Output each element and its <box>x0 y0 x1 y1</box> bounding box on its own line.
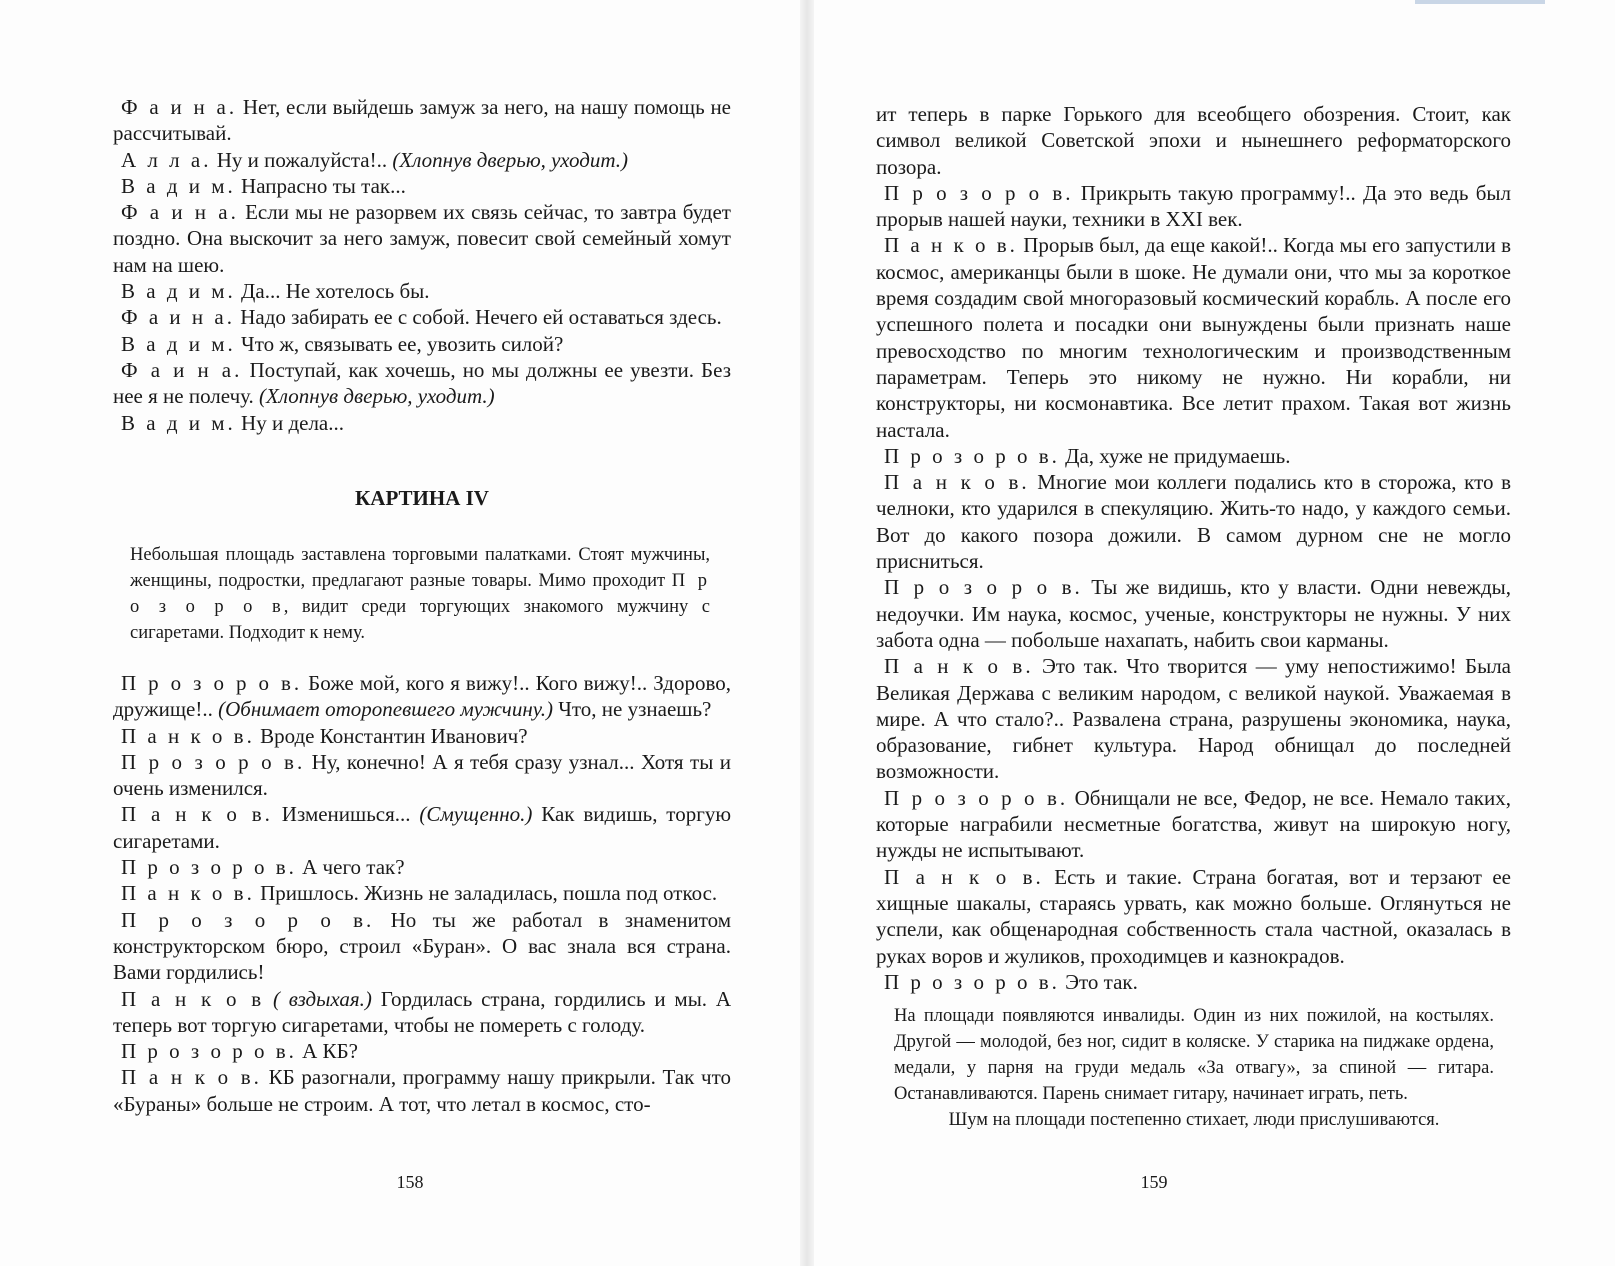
dialogue-line <box>113 1038 731 1064</box>
line-text: Прорыв был, да еще какой!.. Когда мы его запустили в космос, американцы были в шоке. Не думали они, что мы за короткое время создадим свой многоразовый космический корабль. А после его успешного полета и посадки они вынуждены были признать наше превосходство по многим технологическим и производственным параметрам. Теперь это никому не нужно. Ни корабли, ни конструкторы, ни космонавтика. Все летит прахом. Такая вот жизнь настала. <box>876 233 1511 442</box>
line-text: Что ж, связывать ее, увозить силой? <box>235 331 564 356</box>
scene-heading: КАРТИНА IV <box>355 486 489 510</box>
stage-direction-text <box>130 542 710 646</box>
speaker-name: П а н к о в. <box>121 881 255 906</box>
speaker-name: Ф а и н а. <box>121 357 243 382</box>
left-page <box>0 0 800 1266</box>
stage-note: (Хлопнув дверью, уходит.) <box>392 147 628 172</box>
dialogue-line <box>876 469 1511 574</box>
line-text: Ну и пожалуйста!.. <box>211 147 393 172</box>
speaker-name: В а д и м. <box>121 331 236 356</box>
dialogue-line <box>113 854 731 880</box>
continuation-text: ит теперь в парке Горького для всеобщего обозрения. Стоит, как символ великой Советской эпохи и нынешнего реформаторского позора. <box>876 102 1511 179</box>
line-text: Пришлось. Жизнь не заладилась, пошла под откос. <box>254 881 718 906</box>
dialogue-block-bottom <box>113 670 731 1117</box>
dialogue-line <box>113 880 731 906</box>
dialogue-line <box>876 180 1511 233</box>
speaker-name: Ф а и н а. <box>121 95 238 119</box>
line-text: Прикрыть такую программу!.. Да это ведь был прорыв нашей науки, техники в XXI век. <box>876 180 1511 232</box>
stage-note: (Хлопнув дверью, уходит.) <box>259 384 495 409</box>
stage-note: ( вздыхая.) <box>273 986 372 1011</box>
page-number: 158 <box>396 1172 424 1192</box>
line-text: Поступай, как хочешь, но мы должны ее увезти. Без нее я не полечу. <box>113 357 731 409</box>
stage-note: (Смущенно.) <box>419 802 533 827</box>
speaker-name: П а н к о в. <box>121 1065 262 1090</box>
dialogue-line <box>876 785 1511 864</box>
speaker-name: П а н к о в. <box>121 802 273 827</box>
stage-direction-text: На площади появляются инвалиды. Один из них пожилой, на костылях. Другой — молодой, без ног, сидит в коляске. У старика на пиджаке ордена, медали, у парня на груди медаль «За отвагу», за спиной — гитара. Останавливаются. Парень снимает гитару, начинает играть, петь. <box>894 1006 1494 1104</box>
dialogue-block-top <box>113 94 731 436</box>
line-text: Многие мои коллеги подались кто в сторожа, кто в челноки, кто ударился в спекуляцию. Жить-то надо, у каждого семьи. Вот до какого позора дожили. В самом дурном сне не могло присниться. <box>876 470 1511 574</box>
stage-direction-last: Шум на площади постепенно стихает, люди прислушиваются. <box>948 1110 1440 1130</box>
line-text: Ты же видишь, кто у власти. Одни невежды, недоучки. Им наука, космос, ученые, конструкторы не нужны. У них забота одна — побольше нахапать, набить свои карманы. <box>876 575 1511 652</box>
dialogue-line <box>113 1064 731 1117</box>
line-text: Это так. Что творится — уму непостижимо! Была Великая Держава с великим народом, с великой наукой. Уважаемая в мире. А что стало?.. Развалена страна, разрушены экономика, наука, образование, гибнет культура. Народ обнищал до последней возможности. <box>876 654 1512 784</box>
dialogue-line <box>876 653 1511 784</box>
line-text-after: Гордилась страна, гордились и мы. А теперь вот торгую сигаретами, чтобы не помереть с голоду. <box>113 986 731 1037</box>
dialogue-line <box>113 670 731 723</box>
speaker-name: П р о з о р о в. <box>884 785 1069 810</box>
stage-note: (Обнимает оторопевшего мужчину.) <box>218 697 553 722</box>
speaker-name: В а д и м. <box>121 410 236 435</box>
right-page <box>814 0 1615 1266</box>
speaker-name: Ф а и н а. <box>121 200 239 225</box>
book-gutter <box>800 0 814 1266</box>
dialogue-line <box>876 443 1511 469</box>
line-text: Если мы не разорвем их связь сейчас, то завтра будет поздно. Она выскочит за него замуж, повесит свой семейный хомут нам на шею. <box>113 200 731 277</box>
line-text: Это так. <box>1059 969 1138 994</box>
speaker-name: П а н к о в. <box>121 723 255 748</box>
line-text: А чего так? <box>296 855 405 880</box>
stage-text-after: , видит среди торгующих знакомого мужчину с сигаретами. Подходит к нему. <box>130 597 710 643</box>
line-text: КБ разогнали, программу нашу прикрыли. Так что «Бураны» больше не строим. А тот, что летал в космос, сто- <box>113 1065 731 1116</box>
line-text: А КБ? <box>296 1039 358 1064</box>
dialogue-line <box>876 969 1511 995</box>
speaker-name: В а д и м. <box>121 173 236 198</box>
dialogue-block <box>876 101 1511 995</box>
line-text: Надо забирать ее с собой. Нечего ей оставаться здесь. <box>234 305 722 330</box>
speaker-name: П а н к о в. <box>884 470 1030 495</box>
speaker-name: П р о з о р о в. <box>884 575 1083 600</box>
speaker-name: Ф а и н а. <box>121 305 235 330</box>
line-text: Да, хуже не придумаешь. <box>1059 443 1291 468</box>
dialogue-line <box>113 801 731 854</box>
dialogue-line <box>113 907 731 986</box>
dialogue-line <box>876 864 1511 969</box>
line-text: Напрасно ты так... <box>235 173 406 198</box>
line-text-after: Что, не узнаешь? <box>552 697 712 722</box>
dialogue-line <box>113 410 731 436</box>
speaker-name: П р о з о р о в. <box>884 180 1074 205</box>
line-text: Да... Не хотелось бы. <box>235 279 430 304</box>
dialogue-line <box>113 986 731 1039</box>
speaker-name: П р о з о р о в. <box>121 749 306 774</box>
line-text: Вроде Константин Иванович? <box>254 723 528 748</box>
dialogue-line <box>113 173 731 199</box>
dialogue-line <box>113 147 731 173</box>
speaker-name: П р о з о р о в. <box>121 907 375 932</box>
stage-direction <box>130 542 710 646</box>
speaker-name: П р о з о р о в. <box>121 855 297 880</box>
stage-direction <box>894 1003 1494 1133</box>
dialogue-line <box>113 331 731 357</box>
line-text: Изменишься... <box>272 802 420 827</box>
dialogue-line <box>113 723 731 749</box>
dialogue-line <box>113 278 731 304</box>
dialogue-line <box>113 357 731 410</box>
line-text: Обнищали не все, Федор, не все. Немало таких, которые награбили несметные богатства, живут на широкую ногу, нужды не испытывают. <box>876 785 1511 863</box>
speaker-name: А л л а. <box>121 147 212 172</box>
line-text: Нет, если выйдешь замуж за него, на нашу помощь не рассчитывай. <box>113 95 732 146</box>
speaker-name: П р о з о р о в. <box>884 443 1060 468</box>
speaker-name: П а н к о в. <box>884 864 1044 889</box>
page-number: 159 <box>1140 1172 1168 1192</box>
dialogue-line <box>876 574 1511 653</box>
dialogue-line <box>876 232 1511 442</box>
speaker-name: В а д и м. <box>121 279 236 304</box>
speaker-name: П а н к о в. <box>884 233 1018 258</box>
speaker-name: П а н к о в. <box>884 654 1034 679</box>
speaker-name: П р о з о р о в. <box>121 671 303 695</box>
stage-text-before: Небольшая площадь заставлена торговыми палатками. Стоят мужчины, женщины, подростки, предлагают разные товары. Мимо проходит <box>130 545 710 591</box>
speaker-name: П а н к о в <box>121 986 265 1011</box>
dialogue-line <box>113 94 731 147</box>
speaker-name: П р о з о р о в. <box>884 969 1060 994</box>
dialogue-line <box>113 304 731 330</box>
line-text: Боже мой, кого я вижу!.. Кого вижу!.. Здорово, дружище!.. <box>113 671 731 722</box>
line-text-after: Как видишь, торгую сигаретами. <box>113 802 732 853</box>
line-text: Ну, конечно! А я тебя сразу узнал... Хотя ты и очень изменился. <box>113 749 731 801</box>
dialogue-line <box>113 199 731 278</box>
line-text: Но ты же работал в знаменитом конструкторском бюро, строил «Буран». О вас знала вся страна. Вами гордились! <box>113 907 731 985</box>
speaker-name: П р о з о р о в. <box>121 1039 297 1064</box>
line-text <box>264 987 273 1011</box>
stage-character-name: П р о з о р о в <box>130 571 710 617</box>
dialogue-line <box>113 749 731 802</box>
line-text: Есть и такие. Страна богатая, вот и терзают ее хищные шакалы, стараясь урвать, как можно больше. Оглянуться не успели, как общенародная собственность стала частной, оказалась в руках воров и жуликов, проходимцев и казнокрадов. <box>876 864 1512 968</box>
line-text: Ну и дела... <box>235 410 345 435</box>
